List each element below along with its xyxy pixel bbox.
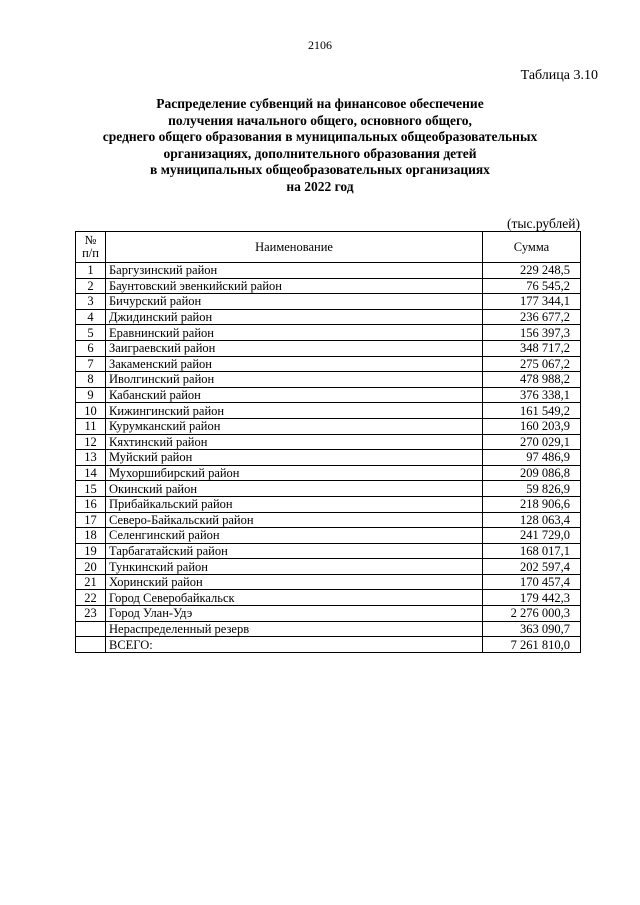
table-row [76,559,581,575]
row-name: ВСЕГО: [106,637,483,653]
row-number: 20 [76,559,106,575]
table-row [76,372,581,388]
row-sum: 363 090,7 [483,621,581,637]
row-number [76,637,106,653]
table-row [76,294,581,310]
row-name: Город Улан-Удэ [106,606,483,622]
header-name: Наименование [106,232,483,263]
row-sum: 241 729,0 [483,528,581,544]
row-number: 3 [76,294,106,310]
title-line: Распределение субвенций на финансовое обеспечение [156,96,484,111]
row-sum: 202 597,4 [483,559,581,575]
row-number: 13 [76,450,106,466]
table-row [76,403,581,419]
row-sum: 2 276 000,3 [483,606,581,622]
row-number: 14 [76,465,106,481]
row-name: Прибайкальский район [106,496,483,512]
row-name: Закаменский район [106,356,483,372]
header-sum: Сумма [483,232,581,263]
table-body [76,263,581,653]
table-row [76,465,581,481]
row-number [76,621,106,637]
units-label: (тыс.рублей) [507,216,580,231]
row-sum: 376 338,1 [483,387,581,403]
table-row [76,263,581,279]
row-sum: 59 826,9 [483,481,581,497]
row-number: 4 [76,309,106,325]
table-row [76,340,581,356]
table-row [76,574,581,590]
table-row [76,387,581,403]
row-sum: 160 203,9 [483,418,581,434]
row-sum: 478 988,2 [483,372,581,388]
row-sum: 218 906,6 [483,496,581,512]
row-name: Курумканский район [106,418,483,434]
row-number: 7 [76,356,106,372]
table-row [76,637,581,653]
row-sum: 156 397,3 [483,325,581,341]
row-name: Город Северобайкальск [106,590,483,606]
row-number: 21 [76,574,106,590]
row-name: Мухоршибирский район [106,465,483,481]
row-name: Заиграевский район [106,340,483,356]
row-number: 11 [76,418,106,434]
document-title [70,96,570,195]
row-number: 18 [76,528,106,544]
table-row [76,356,581,372]
header-num: № п/п [76,232,106,263]
row-name: Иволгинский район [106,372,483,388]
row-name: Нераспределенный резерв [106,621,483,637]
row-name: Окинский район [106,481,483,497]
row-sum: 161 549,2 [483,403,581,419]
row-number: 15 [76,481,106,497]
table-row [76,606,581,622]
row-number: 10 [76,403,106,419]
row-sum: 209 086,8 [483,465,581,481]
row-name: Северо-Байкальский район [106,512,483,528]
row-name: Баргузинский район [106,263,483,279]
table-row [76,418,581,434]
row-name: Кижингинский район [106,403,483,419]
table-row [76,590,581,606]
row-number: 2 [76,278,106,294]
table-row [76,512,581,528]
row-name: Муйский район [106,450,483,466]
row-number: 5 [76,325,106,341]
row-name: Хоринский район [106,574,483,590]
row-sum: 128 063,4 [483,512,581,528]
row-number: 8 [76,372,106,388]
table-row [76,528,581,544]
row-number: 16 [76,496,106,512]
row-sum: 168 017,1 [483,543,581,559]
row-sum: 170 457,4 [483,574,581,590]
row-name: Кабанский район [106,387,483,403]
row-number: 12 [76,434,106,450]
table-row [76,621,581,637]
row-sum: 270 029,1 [483,434,581,450]
row-number: 23 [76,606,106,622]
title-line: среднего общего образования в муниципальных общеобразовательных [102,129,538,144]
row-sum: 179 442,3 [483,590,581,606]
row-name: Кяхтинский район [106,434,483,450]
row-number: 19 [76,543,106,559]
row-name: Селенгинский район [106,528,483,544]
subsidy-table [75,231,581,653]
row-sum: 275 067,2 [483,356,581,372]
table-row [76,481,581,497]
row-number: 22 [76,590,106,606]
page-number: 2106 [308,38,332,52]
row-sum: 76 545,2 [483,278,581,294]
row-name: Бичурский район [106,294,483,310]
table-row [76,496,581,512]
row-name: Баунтовский эвенкийский район [106,278,483,294]
table-row [76,450,581,466]
table-row [76,325,581,341]
row-name: Еравнинский район [106,325,483,341]
table-row [76,543,581,559]
row-sum: 7 261 810,0 [483,637,581,653]
row-number: 1 [76,263,106,279]
title-line: организациях, дополнительного образования детей [163,145,477,161]
row-number: 9 [76,387,106,403]
row-sum: 97 486,9 [483,450,581,466]
title-line: получения начального общего, основного общего, [168,112,472,128]
table-label: Таблица 3.10 [520,68,598,83]
title-line: в муниципальных общеобразовательных организациях [150,162,490,177]
row-sum: 348 717,2 [483,340,581,356]
row-sum: 236 677,2 [483,309,581,325]
table-row [76,278,581,294]
row-sum: 177 344,1 [483,294,581,310]
row-sum: 229 248,5 [483,263,581,279]
table-row [76,434,581,450]
row-number: 17 [76,512,106,528]
title-line: на 2022 год [286,178,354,194]
row-name: Тункинский район [106,559,483,575]
table-header-row [76,232,581,263]
row-number: 6 [76,340,106,356]
row-name: Джидинский район [106,309,483,325]
row-name: Тарбагатайский район [106,543,483,559]
table-row [76,309,581,325]
